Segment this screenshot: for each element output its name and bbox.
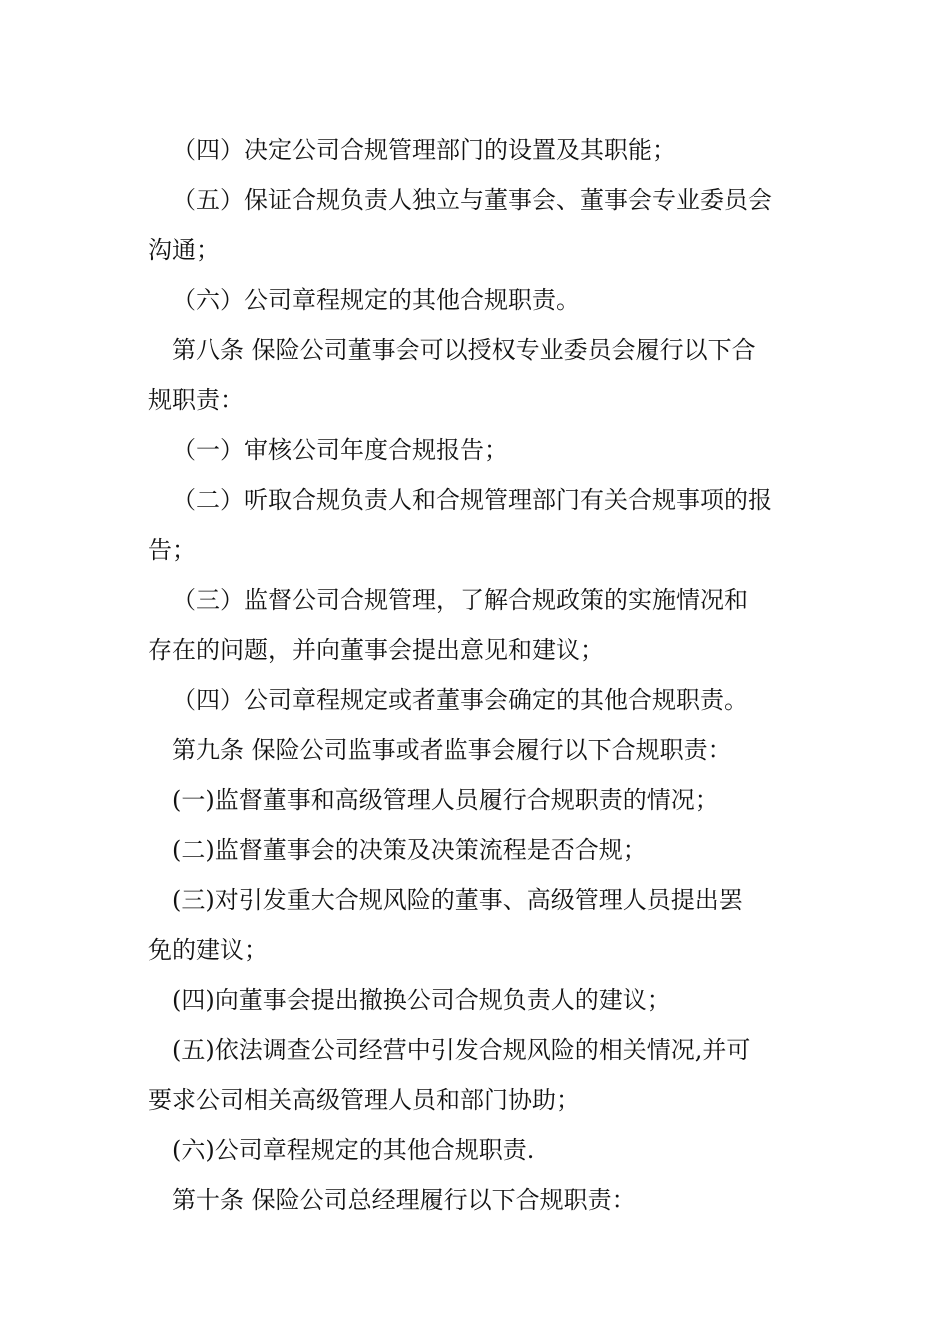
paragraph-line: （四）决定公司合规管理部门的设置及其职能； <box>172 136 676 164</box>
paragraph-line: 要求公司相关高级管理人员和部门协助； <box>148 1086 580 1114</box>
article-heading-line: 第九条 保险公司监事或者监事会履行以下合规职责： <box>172 736 732 764</box>
paragraph-line: 告； <box>148 536 196 564</box>
paragraph-line: (一)监督董事和高级管理人员履行合规职责的情况； <box>172 786 719 814</box>
paragraph-line: （六）公司章程规定的其他合规职责。 <box>172 286 580 314</box>
paragraph-line: (五)依法调查公司经营中引发合规风险的相关情况,并可 <box>172 1036 751 1064</box>
paragraph-line: 规职责： <box>148 386 244 414</box>
article-heading-line: 第十条 保险公司总经理履行以下合规职责： <box>172 1186 636 1214</box>
article-heading-line: 第八条 保险公司董事会可以授权专业委员会履行以下合 <box>172 336 756 364</box>
paragraph-line: （五）保证合规负责人独立与董事会、董事会专业委员会 <box>172 186 772 214</box>
paragraph-line: (六)公司章程规定的其他合规职责. <box>172 1136 535 1164</box>
paragraph-line: （二）听取合规负责人和合规管理部门有关合规事项的报 <box>172 486 772 514</box>
paragraph-line: (三)对引发重大合规风险的董事、高级管理人员提出罢 <box>172 886 743 914</box>
paragraph-line: 沟通； <box>148 236 220 264</box>
paragraph-line: 免的建议； <box>148 936 268 964</box>
paragraph-line: （一）审核公司年度合规报告； <box>172 436 508 464</box>
paragraph-line: （三）监督公司合规管理，了解合规政策的实施情况和 <box>172 586 748 614</box>
paragraph-line: (二)监督董事会的决策及决策流程是否合规； <box>172 836 647 864</box>
paragraph-line: (四)向董事会提出撤换公司合规负责人的建议； <box>172 986 671 1014</box>
paragraph-line: 存在的问题，并向董事会提出意见和建议； <box>148 636 604 664</box>
paragraph-line: （四）公司章程规定或者董事会确定的其他合规职责。 <box>172 686 748 714</box>
